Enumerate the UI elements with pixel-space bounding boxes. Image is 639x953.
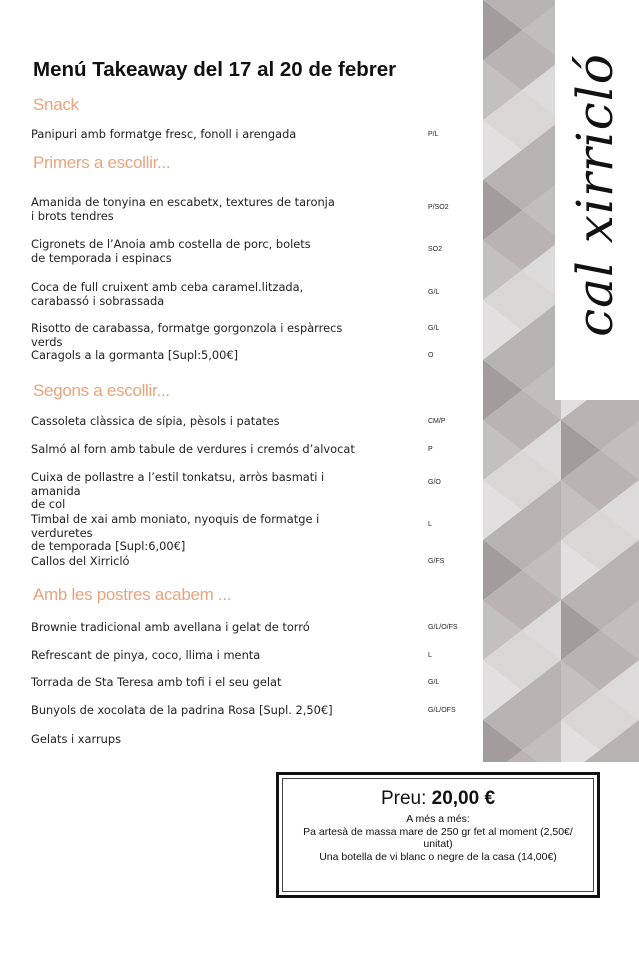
menu-item-line: Cassoleta clàssica de sípia, pèsols i patates [31,414,280,428]
section-heading: Primers a escollir... [33,153,171,172]
menu-item [31,128,361,142]
menu-item-line: Coca de full cruixent amb ceba caramel.litzada, [31,280,304,294]
extra-line: Una botella de vi blanc o negre de la casa (14,00€) [319,850,557,863]
menu-title: Menú Takeaway del 17 al 20 de febrer [33,58,397,81]
menu-item [31,322,361,349]
menu-item [31,733,361,747]
price-line [283,788,593,810]
menu-item [31,196,361,223]
allergen-code: G/L [428,325,440,332]
allergen-code: G/FS [428,558,445,565]
menu-item [31,676,361,690]
menu-item-line: Refrescant de pinya, coco, llima i menta [31,648,261,662]
menu-item-line: Risotto de carabassa, formatge gorgonzola i espàrrecs verds [31,321,343,349]
price-label: Preu: [380,788,427,809]
menu-item-line: de temporada i espinacs [31,250,172,265]
allergen-code: G/O [428,479,441,486]
menu-item [31,555,361,569]
allergen-code: G/L/OFS [428,707,456,714]
menu-item [31,281,361,308]
allergen-code: G/L [428,679,440,686]
allergen-code: G/L [428,289,440,296]
menu-item-line: Gelats i xarrups [31,732,122,746]
extras-title: A més a més: [406,813,470,825]
menu-item [31,621,361,635]
extra-line: Pa artesà de massa mare de 250 gr fet al moment (2,50€/ [303,825,573,838]
menu-item [31,704,361,718]
price-box [276,772,600,898]
menu-item-line: i brots tendres [31,208,114,223]
menu-item-line: Callos del Xirricló [31,554,130,568]
menu-item-line: Timbal de xai amb moniato, nyoquis de formatge i verduretes [31,512,320,540]
menu-item-line: de col [31,497,66,512]
menu-item-line: Cigronets de l’Anoia amb costella de porc, bolets [31,237,311,251]
menu-item [31,349,361,363]
menu-item [31,238,361,265]
section-heading: Snack [33,95,79,114]
menu-item [31,415,361,429]
menu-item-line: de temporada [Supl:6,00€] [31,539,186,554]
menu-item [31,649,361,663]
price-box-inner [282,778,594,892]
allergen-code: G/L/O/FS [428,624,458,631]
extra-line: unitat) [423,838,453,850]
menu-item-line: carabassó i sobrassada [31,293,165,308]
brand-logo: cal xirricló [566,53,624,337]
allergen-code: L [428,652,432,659]
menu-item-line: Torrada de Sta Teresa amb tofi i el seu gelat [31,675,282,689]
section-heading: Amb les postres acabem ... [33,585,232,604]
allergen-code: P/SO2 [428,204,449,211]
menu-item [31,513,361,554]
menu-item [31,471,361,512]
allergen-code: SO2 [428,246,443,253]
menu-item-line: Cuixa de pollastre a l’estil tonkatsu, arròs basmati i amanida [31,470,325,498]
menu-item [31,443,361,457]
allergen-code: P/L [428,131,439,138]
section-heading: Segons a escollir... [33,381,170,400]
menu-item-line: Panipuri amb formatge fresc, fonoll i arengada [31,127,297,141]
menu-item-line: Brownie tradicional amb avellana i gelat de torró [31,620,310,634]
allergen-code: P [428,446,433,453]
menu-item-line: Caragols a la gormanta [Supl:5,00€] [31,348,239,362]
menu-item-line: Salmó al forn amb tabule de verdures i cremós d’alvocat [31,442,355,456]
menu-item-line: Amanida de tonyina en escabetx, textures de taronja [31,195,335,209]
allergen-code: CM/P [428,418,446,425]
allergen-code: O [428,352,434,359]
menu-item-line: Bunyols de xocolata de la padrina Rosa [Supl. 2,50€] [31,703,333,717]
price-amount: 20,00 € [431,788,496,809]
allergen-code: L [428,521,432,528]
